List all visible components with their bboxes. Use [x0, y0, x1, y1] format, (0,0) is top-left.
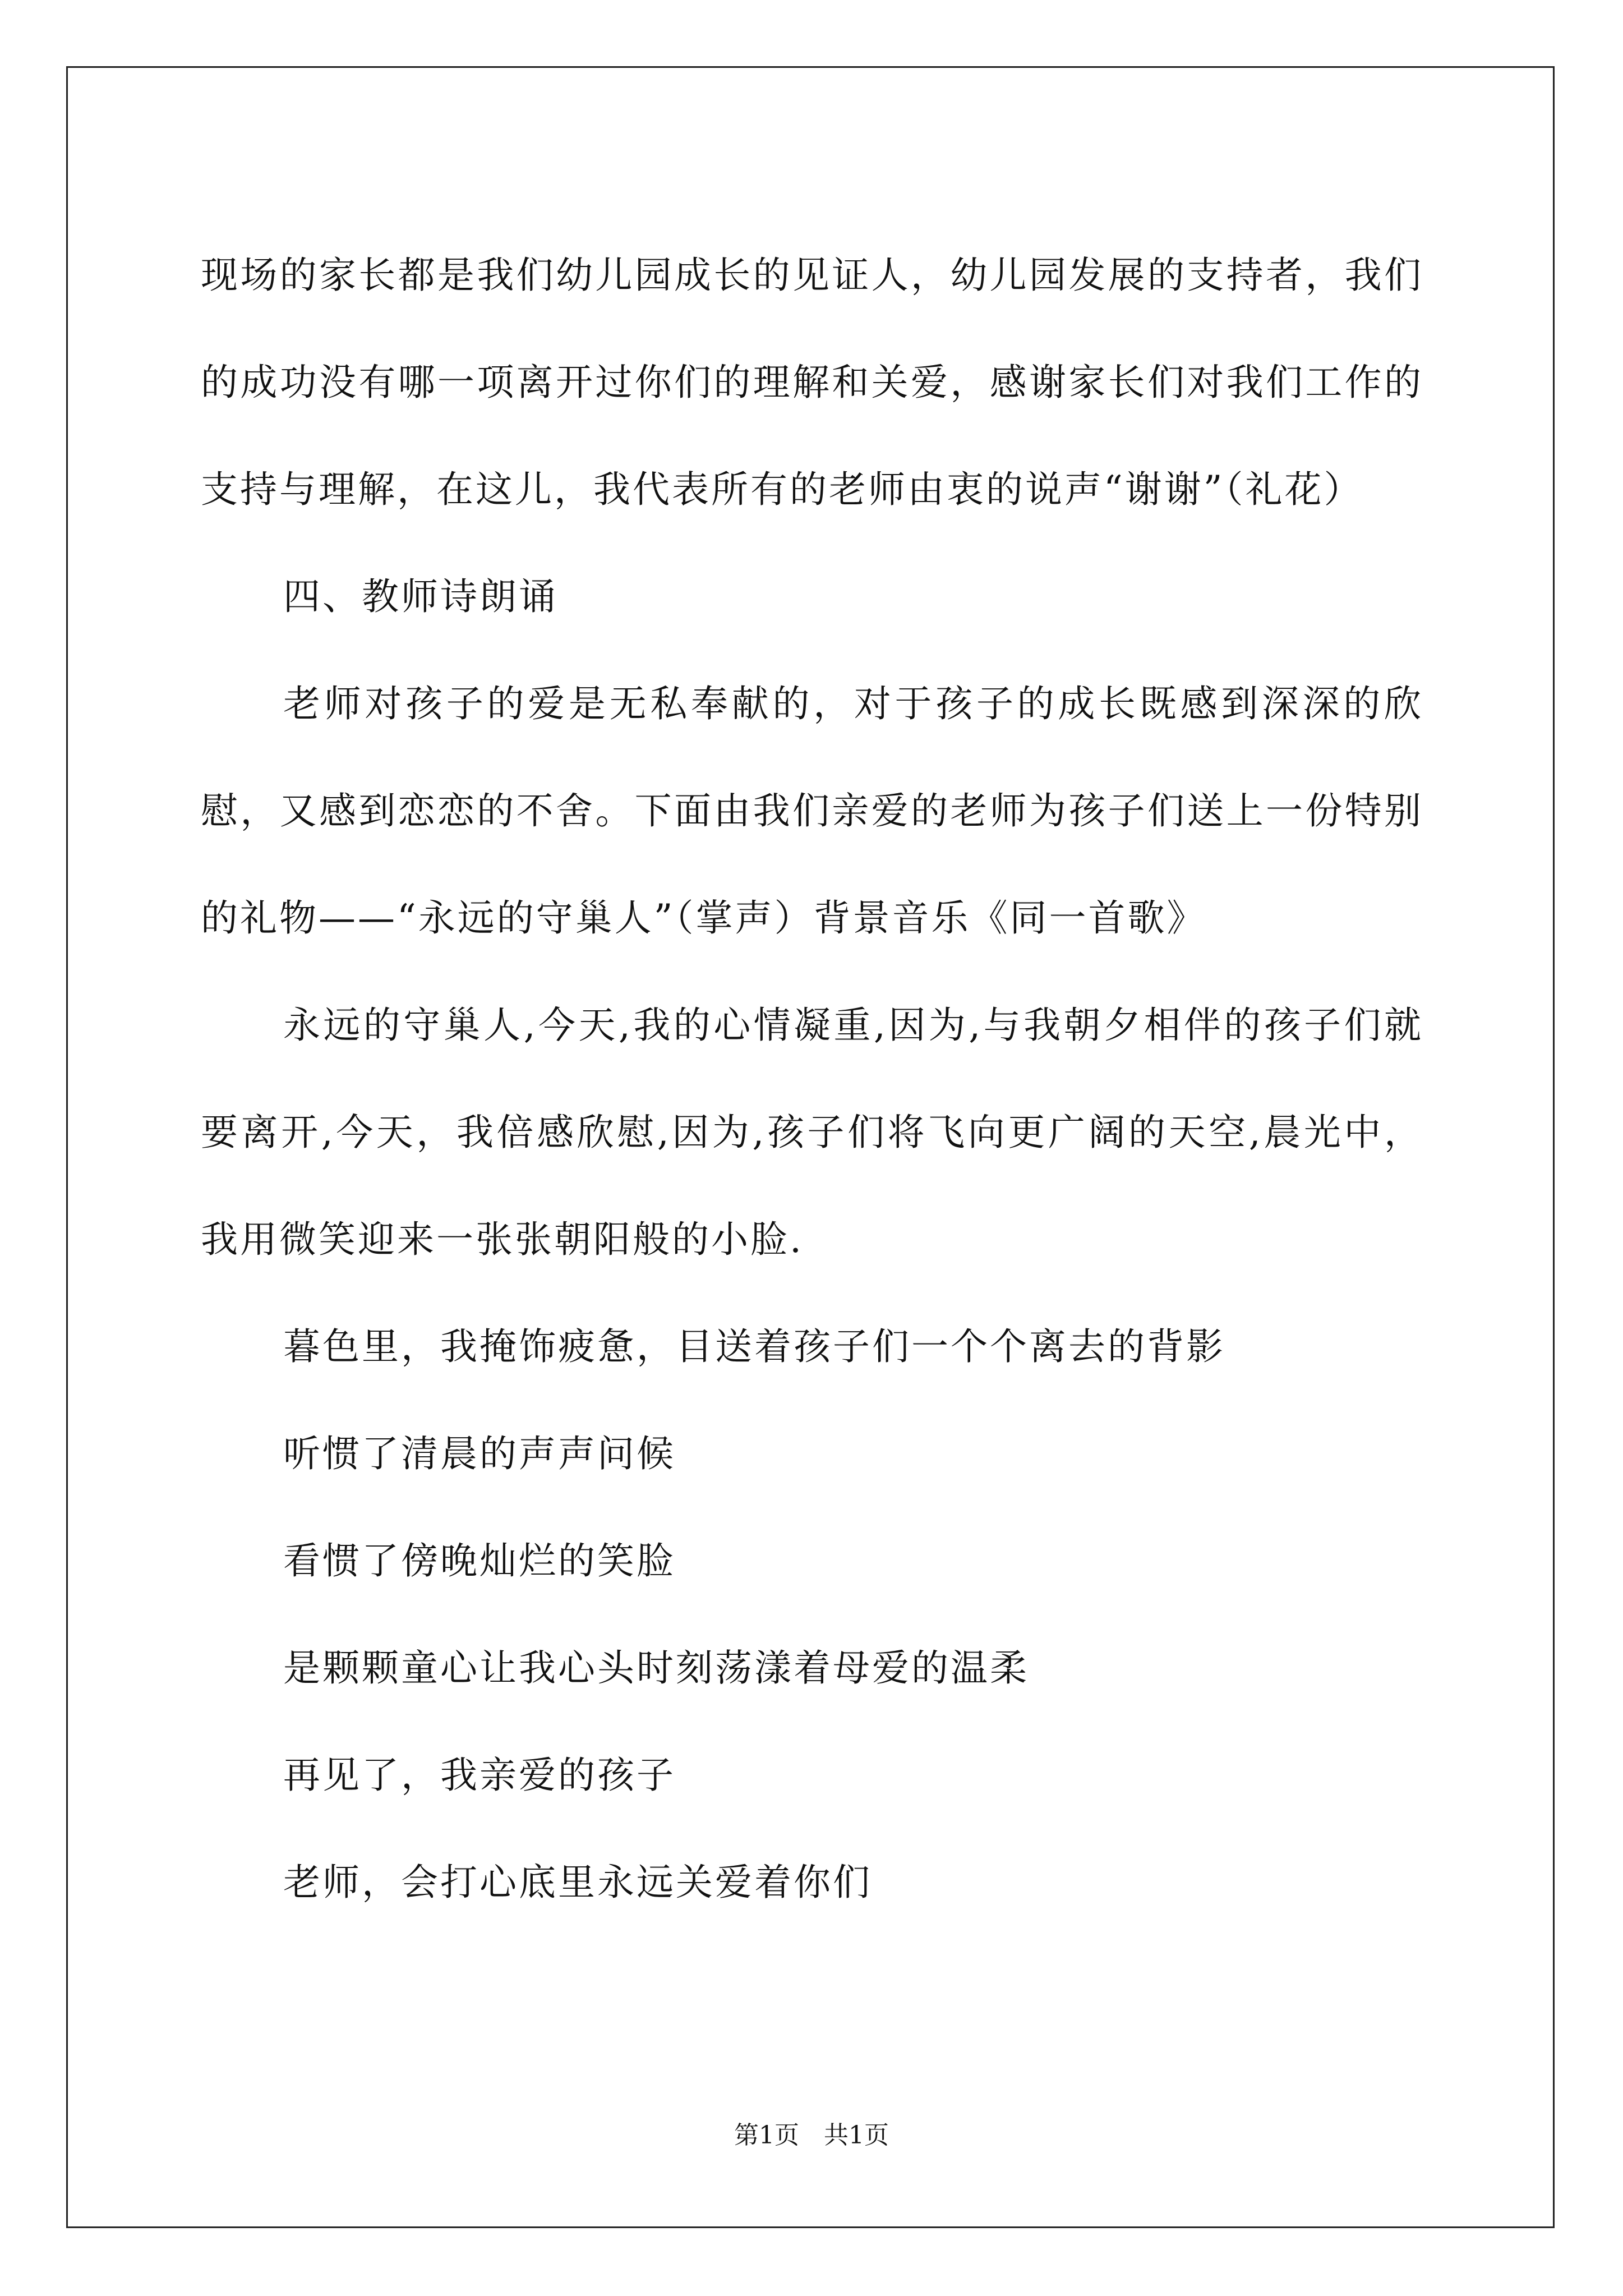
poem-line-2: 听惯了清晨的声声问候: [283, 1432, 676, 1475]
section-heading: 四、教师诗朗诵: [283, 575, 558, 618]
poem-line-1: 暮色里，我掩饰疲惫，目送着孩子们一个个离去的背影: [283, 1325, 1225, 1368]
paragraph-4: 永远的守巢人,今天,我的心情凝重,因为,与我朝夕相伴的孩子们就要离开,今天，我倍感欣慰,因为,孩子们将飞向更广阔的天空,晨光中，我用微笑迎来一张张朝阳般的小脸.: [201, 1004, 1423, 1261]
poem-line-6: 老师，会打心底里永远关爱着你们: [283, 1861, 872, 1904]
poem-line-4: 是颗颗童心让我心头时刻荡漾着母爱的温柔: [283, 1646, 1029, 1690]
poem-line-3: 看惯了傍晚灿烂的笑脸: [283, 1539, 676, 1582]
page-number-footer: 第1页 共1页: [734, 2121, 889, 2150]
document-body: [201, 222, 1423, 1936]
poem-line-5: 再见了，我亲爱的孩子: [283, 1754, 676, 1797]
paragraph-3: 老师对孩子的爱是无私奉献的，对于孩子的成长既感到深深的欣慰，又感到恋恋的不舍。下面由我们亲爱的老师为孩子们送上一份特别的礼物——“永远的守巢人”（掌声）背景音乐《同一首歌》: [201, 682, 1423, 940]
paragraph-1: 现场的家长都是我们幼儿园成长的见证人，幼儿园发展的支持者，我们的成功没有哪一项离开过你们的理解和关爱，感谢家长们对我们工作的支持与理解，在这儿，我代表所有的老师由衷的说声“谢谢”（礼花）: [201, 254, 1423, 511]
